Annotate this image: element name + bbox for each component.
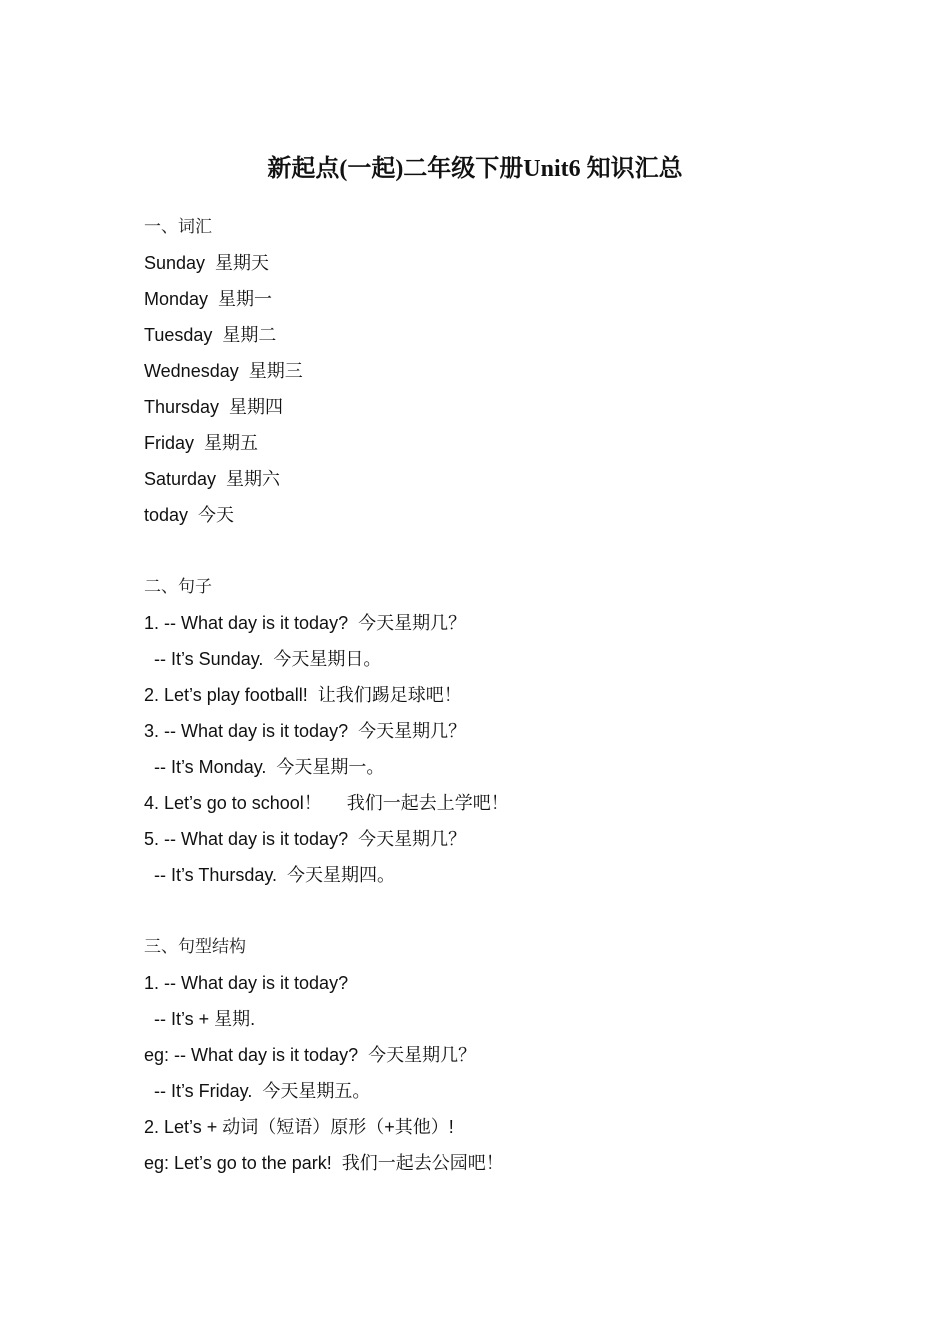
sentence-line: 1. -- What day is it today? 今天星期几？ [144,613,467,633]
pattern-line: -- It’s Friday. 今天星期五。 [144,1081,371,1101]
pattern-line: 1. -- What day is it today? [144,973,349,993]
pattern-line: -- It’s + 星期. [144,1009,256,1029]
vocab-line: Thursday 星期四 [144,397,284,417]
vocab-line: Sunday 星期天 [144,253,270,273]
spacer [144,533,844,569]
sentence-line: 5. -- What day is it today? 今天星期几？ [144,829,467,849]
sentence-line: 2. Let’s play football! 让我们踢足球吧！ [144,685,462,705]
sentence-line: -- It’s Thursday. 今天星期四。 [144,865,396,885]
section-heading-sentence-patterns: 三、句型结构 [144,937,246,957]
section-heading-sentences: 二、句子 [144,577,212,597]
sentence-line: 4. Let’s go to school！ 我们一起去上学吧！ [144,793,509,813]
sentence-line: -- It’s Sunday. 今天星期日。 [144,649,382,669]
pattern-line: eg: -- What day is it today? 今天星期几？ [144,1045,477,1065]
vocab-line: Tuesday 星期二 [144,325,277,345]
pattern-line: eg: Let’s go to the park! 我们一起去公园吧！ [144,1153,504,1173]
vocab-line: today 今天 [144,505,235,525]
vocab-line: Friday 星期五 [144,433,259,453]
vocab-line: Monday 星期一 [144,289,273,309]
pattern-line: 2. Let’s + 动词（短语）原形（+其他）! [144,1117,454,1137]
vocab-line: Saturday 星期六 [144,469,281,489]
sentence-line: 3. -- What day is it today? 今天星期几？ [144,721,467,741]
section-heading-vocabulary: 一、词汇 [144,217,212,237]
document-body [144,209,844,1181]
spacer [144,893,844,929]
vocab-line: Wednesday 星期三 [144,361,303,381]
page-title: 新起点(一起)二年级下册Unit6 知识汇总 [267,156,683,182]
sentence-line: -- It’s Monday. 今天星期一。 [144,757,385,777]
